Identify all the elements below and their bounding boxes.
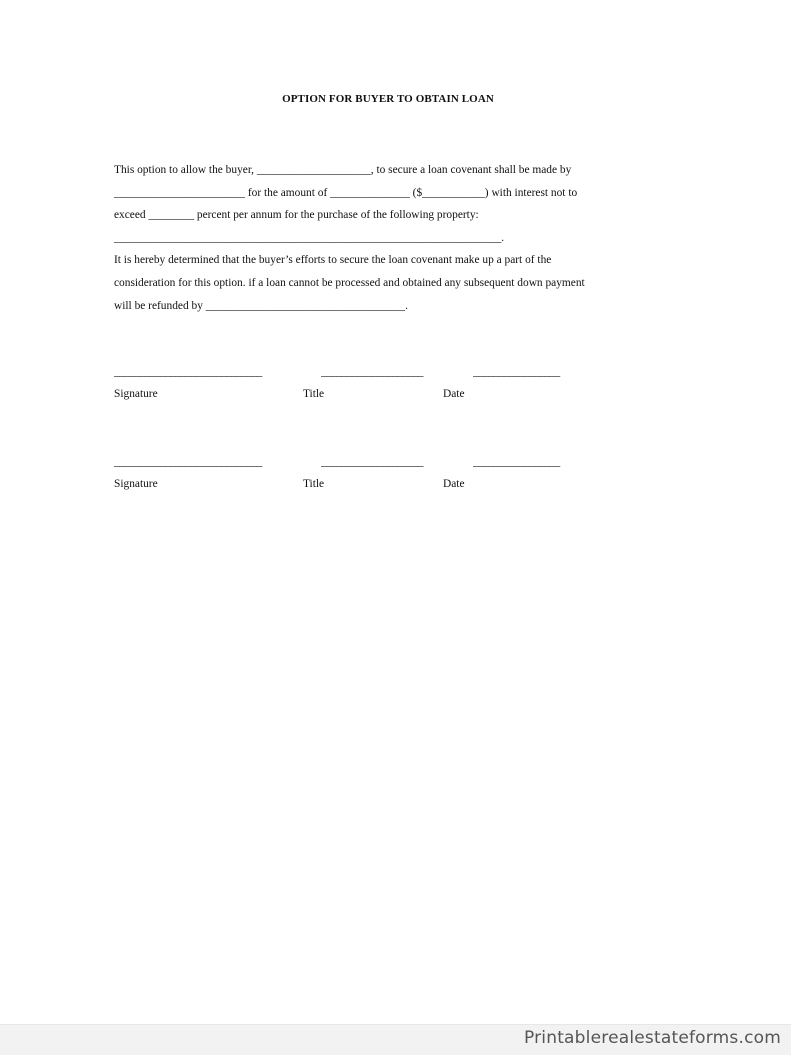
paragraph-line: ____________________________________________________________________.	[114, 231, 505, 244]
title-label: Title	[303, 388, 325, 400]
footer-bar	[0, 1024, 791, 1055]
title-label: Title	[303, 478, 325, 490]
title-line: ____________________	[321, 456, 423, 468]
paragraph-line: exceed ________ percent per annum for the purchase of the following property:	[114, 209, 479, 222]
site-watermark: Printablerealestateforms.com	[523, 1028, 781, 1048]
date-line: _________________	[473, 366, 560, 378]
paragraph-line: will be refunded by ___________________________________.	[114, 299, 408, 312]
signature-line: _____________________________	[114, 456, 262, 468]
signature-line: _____________________________	[114, 366, 262, 378]
signature-label: Signature	[114, 388, 158, 400]
title-line: ____________________	[321, 366, 423, 378]
paragraph-line: _______________________ for the amount of ______________ ($___________) with interest not to	[114, 186, 578, 199]
paragraph-line: consideration for this option. if a loan cannot be processed and obtained any subsequent down payment	[114, 276, 585, 289]
date-label: Date	[443, 388, 465, 400]
paragraph-line: This option to allow the buyer, ____________________, to secure a loan covenant shall be made by	[114, 164, 572, 176]
signature-label: Signature	[114, 478, 158, 490]
date-label: Date	[443, 478, 465, 490]
date-line: _________________	[473, 456, 560, 468]
paragraph-line: It is hereby determined that the buyer’s efforts to secure the loan covenant make up a part of the	[114, 254, 552, 267]
option-paragraph	[114, 159, 694, 317]
document-title: OPTION FOR BUYER TO OBTAIN LOAN	[282, 93, 494, 105]
